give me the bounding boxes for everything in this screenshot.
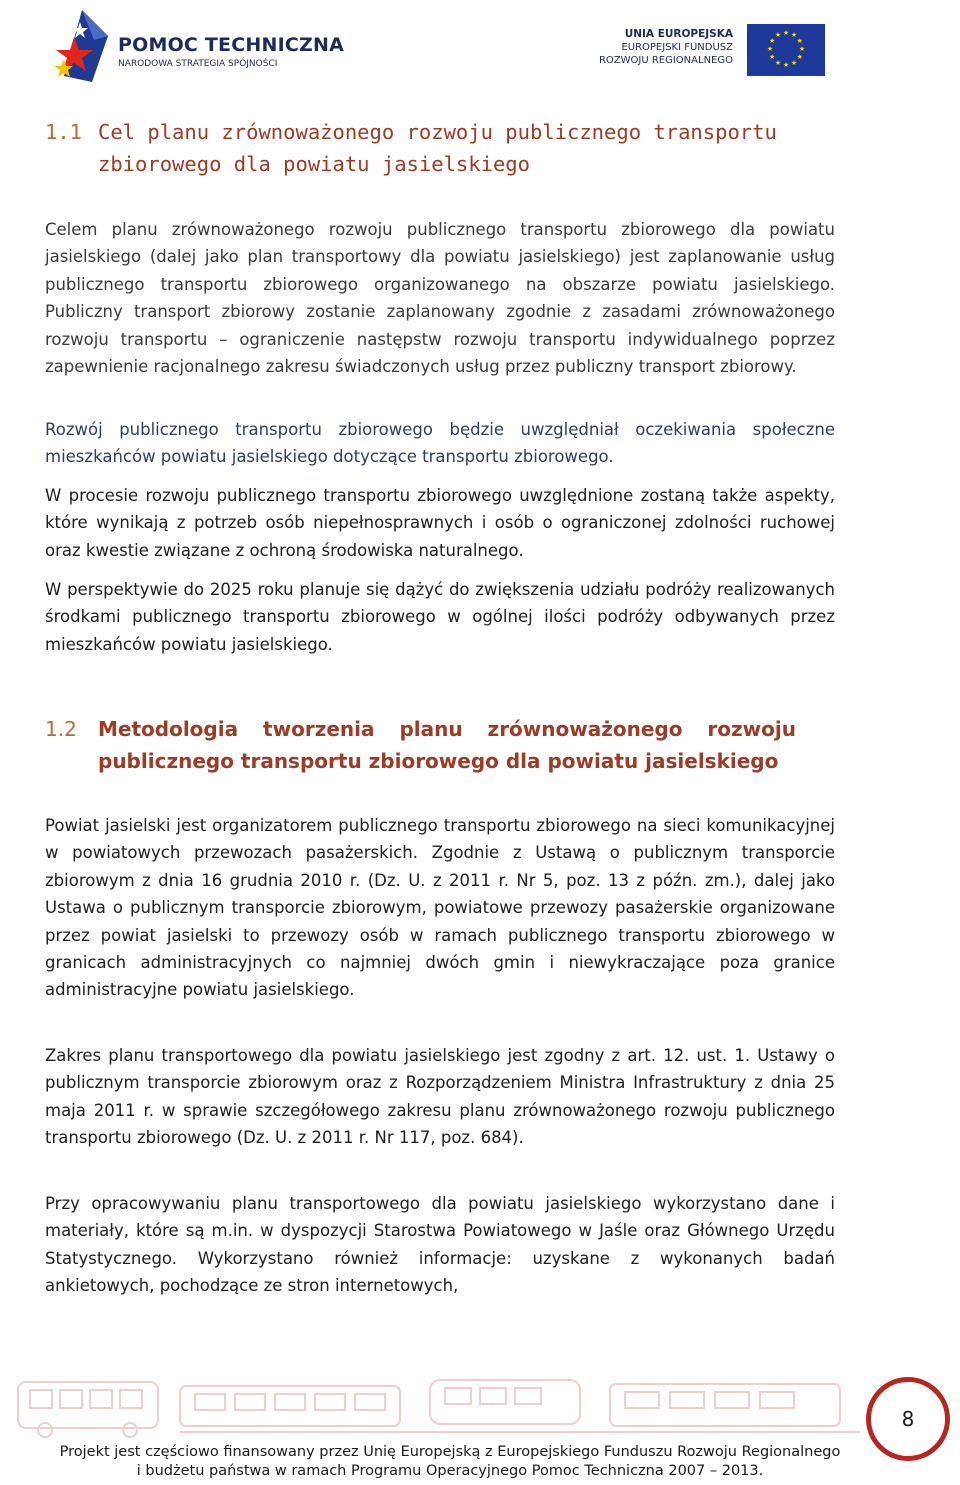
footer-line1: Projekt jest częściowo finansowany przez Unię Europejską z Europejskiego Funduszu Rozwoju Regionalnego — [59, 1444, 841, 1460]
pomoc-techniczna-subtitle: NARODOWA STRATEGIA SPÓJNOŚCI — [118, 59, 278, 69]
svg-text:★: ★ — [790, 31, 798, 40]
section-2-paragraph-1: Powiat jasielski jest organizatorem publicznego transportu zbiorowego na sieci komunikacyjnej w powiatowych przewozach pasażerskich. Zgodnie z Ustawą o publicznym transporcie zbiorowym z dnia 16 grudnia 2010 r. (Dz. U. z 2011 r. Nr 5, poz. 13 z późn. zm.), dalej jako Ustawa o publicznym transporcie zbiorowym, powiatowe przewozy pasażerskie organizowane przez powiat jasielski to przewozy osób w ramach publicznego transportu zbiorowego w granicach administracyjnych co najmniej dwóch gmin i niewykraczające poza granice administracyjne powiatu jasielskiego. — [45, 816, 835, 1000]
eu-flag-icon — [747, 24, 825, 76]
section-2-paragraph-3: Przy opracowywaniu planu transportowego dla powiatu jasielskiego wykorzystano dane i materiały, które są m.in. w dyspozycji Starostwa Powiatowego w Jaśle oraz Głównego Urzędu Statystycznego. Wykorzystano również informacje: uzyskane z wykonanych badań ankietowych, pochodzące ze stron internetowych, — [45, 1194, 835, 1296]
eu-logo-line3: ROZWOJU REGIONALNEGO — [598, 55, 733, 66]
svg-text:★: ★ — [782, 29, 790, 37]
svg-text:★: ★ — [782, 61, 790, 69]
section-1-title-line2: zbiorowego dla powiatu jasielskiego — [98, 152, 530, 176]
section-2-number: 1.2 — [45, 717, 77, 741]
section-1-paragraph-1: Celem planu zrównoważonego rozwoju publicznego transportu zbiorowego dla powiatu jasielskiego (dalej jako plan transportowy dla powiatu jasielskiego) jest zaplanowanie usług publicznego transportu zbiorowego organizowanego na obszarze powiatu jasielskiego. Publiczny transport zbiorowy zostanie zaplanowany zgodnie z zasadami zrównoważonego rozwoju transportu – ograniczenie następstw rozwoju transportu indywidualnego poprzez zapewnienie racjonalnego zakresu świadczonych usług przez publiczny transport zbiorowy. — [45, 220, 835, 377]
svg-text:★: ★ — [766, 45, 774, 53]
footer-line2: i budżetu państwa w ramach Programu Operacyjnego Pomoc Techniczna 2007 – 2013. — [136, 1463, 764, 1479]
svg-text:★: ★ — [769, 37, 776, 45]
section-1-heading — [45, 116, 835, 180]
footer-transport-illustration — [0, 1360, 870, 1440]
eu-logo — [598, 22, 825, 77]
svg-text:★: ★ — [796, 53, 803, 61]
pomoc-techniczna-logo — [52, 6, 342, 84]
page-number: 8 — [866, 1377, 950, 1461]
eu-logo-line1: UNIA EUROPEJSKA — [624, 28, 733, 40]
svg-text:★: ★ — [790, 58, 798, 67]
svg-text:★: ★ — [774, 31, 782, 40]
section-1-paragraph-4: W perspektywie do 2025 roku planuje się dążyć do zwiększenia udziału podróży realizowanych środkami publicznego transportu zbiorowego w ogólnej ilości podróży odbywanych przez mieszkańców powiatu jasielskiego. — [45, 580, 835, 654]
footer-funding-note — [0, 1443, 900, 1481]
eu-logo-text — [599, 28, 733, 67]
pomoc-techniczna-emblem-icon — [52, 6, 114, 84]
section-2-title-line2: publicznego transportu zbiorowego dla powiatu jasielskiego — [98, 749, 779, 773]
section-2-title-line1: Metodologia tworzenia planu zrównoważonego rozwoju — [98, 717, 796, 741]
section-1-number: 1.1 — [45, 120, 83, 144]
section-2-paragraph-2: Zakres planu transportowego dla powiatu jasielskiego jest zgodny z art. 12. ust. 1. Ustawy o publicznym transporcie zbiorowym oraz z Rozporządzeniem Ministra Infrastruktury z dnia 25 maja 2011 r. w sprawie szczegółowego zakresu planu zrównoważonego rozwoju publicznego transportu zbiorowego (Dz. U. z 2011 r. Nr 117, poz. 684). — [45, 1046, 835, 1148]
svg-text:★: ★ — [769, 53, 776, 61]
svg-text:★: ★ — [798, 45, 806, 53]
svg-text:★: ★ — [796, 37, 803, 45]
eu-logo-line2: EUROPEJSKI FUNDUSZ — [621, 42, 733, 53]
section-1-title-line1: Cel planu zrównoważonego rozwoju publicznego transportu — [98, 120, 777, 144]
section-1-paragraph-2: Rozwój publicznego transportu zbiorowego będzie uwzględniał oczekiwania społeczne mieszkańców powiatu jasielskiego dotyczące transportu zbiorowego. — [45, 420, 835, 467]
section-2-heading — [45, 713, 835, 777]
page-header — [0, 0, 960, 95]
svg-text:★: ★ — [774, 58, 782, 67]
pomoc-techniczna-title: POMOC TECHNICZNA — [118, 34, 344, 56]
section-1-paragraph-3: W procesie rozwoju publicznego transportu zbiorowego uwzględnione zostaną także aspekty, które wynikają z potrzeb osób niepełnosprawnych i osób o ograniczonej zdolności ruchowej oraz kwestie związane z ochroną środowiska naturalnego. — [45, 486, 835, 560]
